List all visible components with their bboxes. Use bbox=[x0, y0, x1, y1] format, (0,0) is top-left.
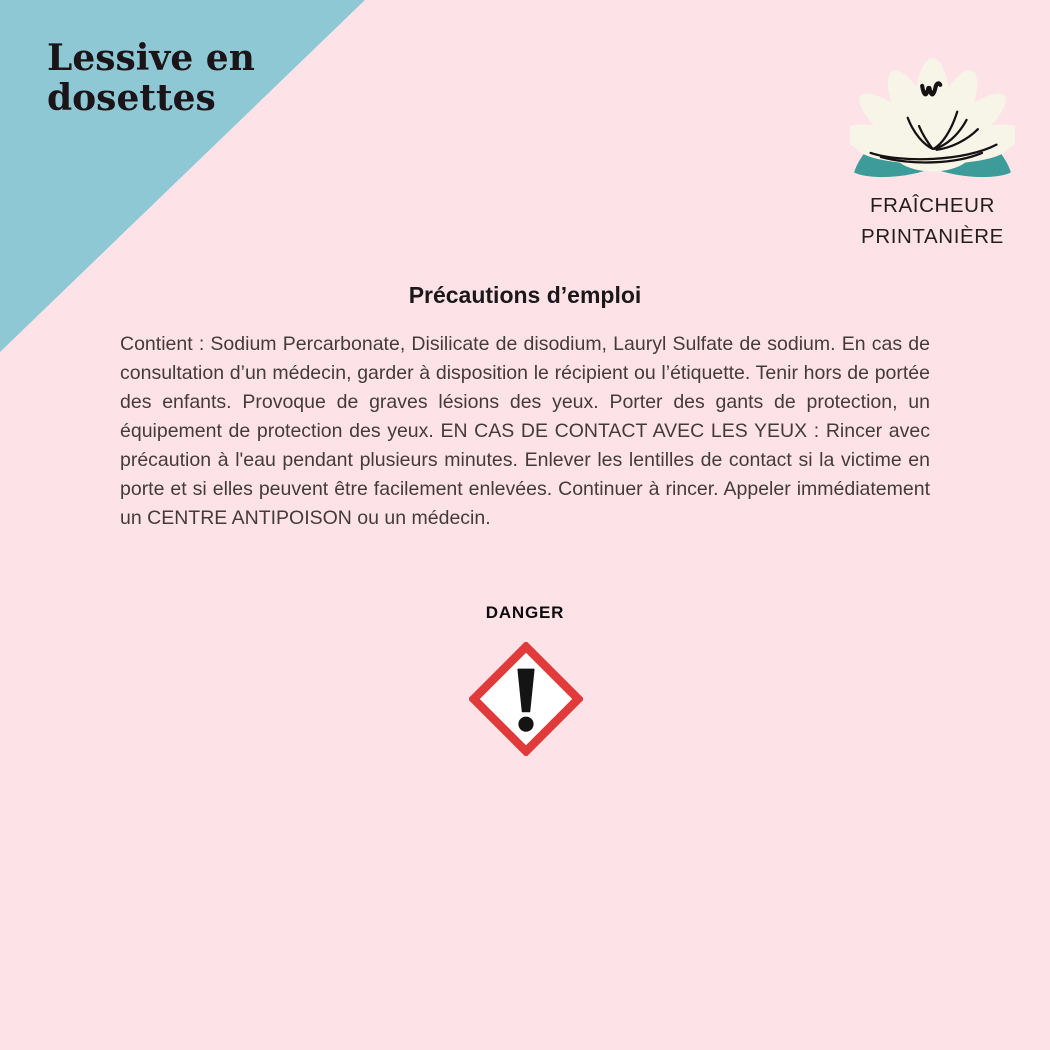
precautions-heading: Précautions d’emploi bbox=[408, 282, 642, 308]
page-title bbox=[47, 38, 367, 118]
brand-name bbox=[820, 190, 1045, 252]
brand-name-line1: FRAÎCHEUR bbox=[870, 194, 995, 217]
exclamation-dot bbox=[518, 717, 533, 732]
lotus-flower-icon bbox=[850, 58, 1015, 188]
page-title-line2: dosettes bbox=[47, 77, 216, 119]
danger-signal-word: DANGER bbox=[485, 603, 565, 622]
page-title-line1: Lessive en bbox=[47, 37, 255, 79]
precautions-body-text: Contient : Sodium Percarbonate, Disilicate de disodium, Lauryl Sulfate de sodium. En cas de consultation d’un médecin, garder à disposition le récipient ou l’étiquette. Tenir hors de portée des enfants. Provoque de graves lésions des yeux. Porter des gants de protection, un équipement de protection des yeux. EN CAS DE CONTACT AVEC LES YEUX : Rincer avec précaution à l'eau pendant plusieurs minutes. Enlever les lentilles de contact si la victime en porte et si elles peuvent être facilement enlevées. Continuer à rincer. Appeler immédiatement un CENTRE ANTIPOISON ou un médecin. bbox=[120, 333, 930, 529]
brand-logo-block bbox=[820, 58, 1045, 252]
ghs-exclamation-mark-icon bbox=[469, 642, 583, 756]
brand-name-line2: PRINTANIÈRE bbox=[861, 225, 1004, 248]
